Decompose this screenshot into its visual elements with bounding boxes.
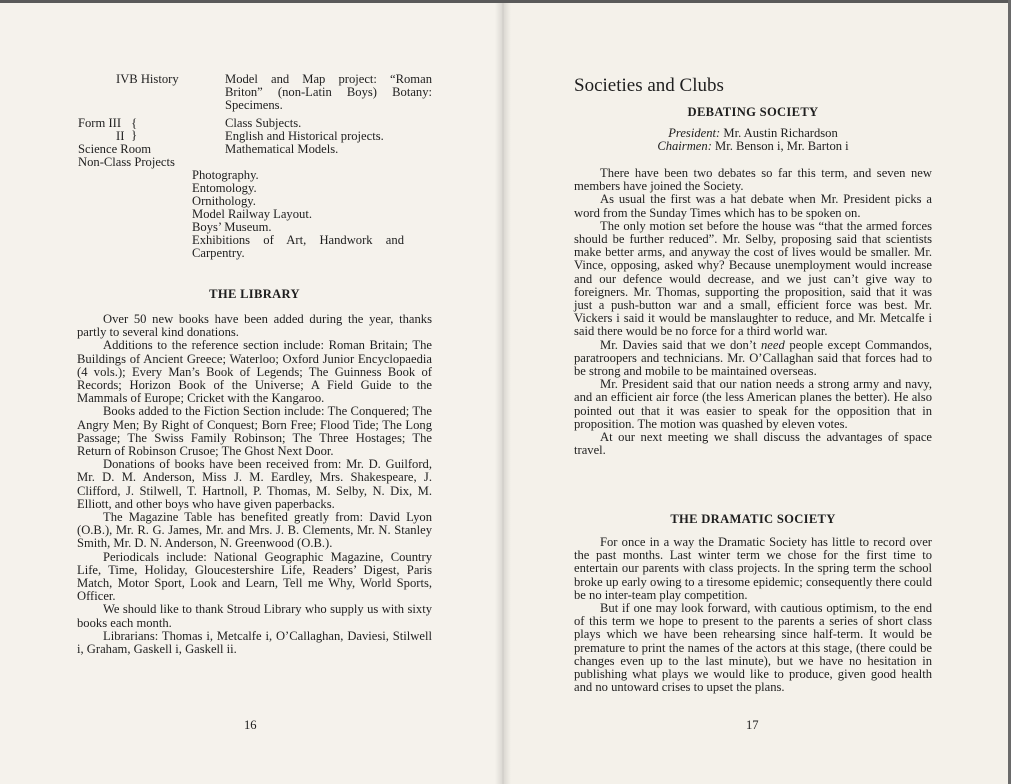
non-class-projects-label: Non-Class Projects [78,155,175,169]
chairmen-label: Chairmen: [657,139,712,153]
nonclass-item: Model Railway Layout. [192,207,312,221]
ivb-desc-line-3: Specimens. [225,98,283,112]
dramatic-heading: THE DRAMATIC SOCIETY [670,512,836,526]
chairmen-names: Mr. Benson i, Mr. Barton i [715,139,849,153]
nonclass-item: Boys’ Museum. [192,220,272,234]
library-paragraph: Additions to the reference section include: Roman Britain; The Buildings of Ancient Greece; Waterloo; Oxford Junior Encyclopaedia (4 vols.); Every Man’s Book of Legends; The Guinness Book of Records; Horizon Book of the Universe; A Field Guide to the Mammals of Europe; Cricket with the Kangaroo. [77,338,432,406]
library-paragraph: Periodicals include: National Geographic Magazine, Country Life, Time, Holiday, Gloucestershire Life, Readers’ Digest, Paris Match, Motor Sport, Look and Learn, Tell me Why, World Sports, Officer. [77,549,432,604]
brace-top: { [131,115,138,130]
library-paragraph: Librarians: Thomas i, Metcalfe i, O’Callaghan, Daviesi, Stilwell i, Graham, Gaskell i, Gaskell ii. [77,628,432,657]
dramatic-paragraph: But if one may look forward, with cautious optimism, to the end of this term we hope to present to the parents a series of short class plays which we have been rehearsing since half-term. It would be premature to print the names of the actors at this stage, (there could be changes even up to the last minute), but we have no hesitation in publishing what plays we would like to produce, given good health and no untoward crises to upset the plans. [574,601,932,695]
page-number-right: 17 [746,718,759,732]
davies-text-a: Mr. Davies said that we don’t [600,337,761,352]
ivb-history-label: IVB History [116,72,179,86]
book-gutter [495,0,511,784]
president-label: President: [668,126,721,140]
president-name: Mr. Austin Richardson [723,126,838,140]
form-two-desc: English and Historical projects. [225,129,384,143]
debating-paragraph [574,339,932,379]
page-edge-top [0,0,1011,3]
debating-heading: DEBATING SOCIETY [687,105,819,119]
page-number-left: 16 [244,718,257,732]
debating-paragraph: The only motion set before the house was “that the armed forces should be further reduced”. Mr. Selby, proposing said that scientists make better arms, and anyway the cost of lives would be smaller. Mr. Vince, opposing, asked why? Because unemployment would increase and our defence would decrease, and we just can’t give way to foreigners. Mr. Thomas, supporting the proposition, said that it was just a push-button war and a small, efficient force was best. Mr. Vickers i said it would be manslaughter to reduce, and Mr. Metcalfe i said there would be no force for a third world war. [574,218,932,339]
form-three-label: Form III [78,116,122,130]
debating-paragraph: Mr. President said that our nation needs a strong army and navy, and an efficient air force (the less American planes the better). He also pointed out that it was easier to speak for the opposition that in proposition. The motion was quashed by eleven votes. [574,377,932,431]
library-paragraph: Over 50 new books have been added during the year, thanks partly to several kind donations. [77,312,432,340]
ivb-desc-line-1: Model and Map project: “Roman [225,72,432,86]
right-page [503,0,1011,784]
library-paragraph: Donations of books have been received from: Mr. D. Guilford, Mr. D. M. Anderson, Miss J. M. Eardley, Mrs. Shakespeare, J. Clifford, J. Stilwell, T. Hartnoll, P. Thomas, M. Selby, N. Dix, M. Elliott, and other boys who have given paperbacks. [77,457,432,511]
nonclass-item: Photography. [192,168,259,182]
library-paragraph: Books added to the Fiction Section include: The Conquered; The Angry Men; By Right of Conquest; Born Free; Flood Tide; The Long Passage; The Swiss Family Robinson; The Three Hostages; The Return of Robinson Crusoe; The Ghost Next Door. [77,404,432,459]
science-room-desc: Mathematical Models. [225,142,339,156]
left-page [0,0,503,784]
dramatic-paragraph: For once in a way the Dramatic Society has little to record over the past months. Last winter term we chose for the first time to entertain our parents with class projects. In the spring term the school broke up early owing to a tiresome epidemic; consequently there could be no inter-team play competition. [574,535,932,602]
science-room-label: Science Room [78,142,152,156]
library-body [77,313,432,656]
davies-emphasis: need [760,337,785,352]
library-paragraph: We should like to thank Stroud Library who supply us with sixty books each month. [77,602,432,630]
nonclass-item: Ornithology. [192,194,256,208]
nonclass-item: Entomology. [192,181,257,195]
section-title: Societies and Clubs [574,75,724,96]
debating-paragraph: There have been two debates so far this term, and seven new members have joined the Society. [574,166,932,194]
brace-bottom: } [131,127,138,142]
debating-paragraph: As usual the first was a hat debate when Mr. President picks a word from the Sunday Times which has to be spoken on. [574,192,932,220]
davies-text-b: people except Commandos, paratroopers and technicians. Mr. O’Callaghan said that forces had to be strong and mobile to be maintained overseas. [574,337,932,379]
library-heading: THE LIBRARY [209,287,300,301]
nonclass-item: Exhibitions of Art, Handwork and [192,233,404,247]
nonclass-item: Carpentry. [192,246,245,260]
dramatic-body [574,536,932,694]
form-three-desc: Class Subjects. [225,116,302,130]
library-paragraph: The Magazine Table has benefited greatly from: David Lyon (O.B.), Mr. R. G. James, Mr. and Mrs. J. B. Clements, Mr. N. Stanley Smith, Mr. D. N. Anderson, N. Greenwood (O.B.). [77,510,432,551]
chairmen-line [574,140,932,153]
debating-body [574,167,932,457]
ivb-desc-line-2: Briton” (non-Latin Boys) Botany: [225,85,432,99]
form-two-label: II [116,129,125,143]
debating-paragraph: At our next meeting we shall discuss the advantages of space travel. [574,430,932,458]
